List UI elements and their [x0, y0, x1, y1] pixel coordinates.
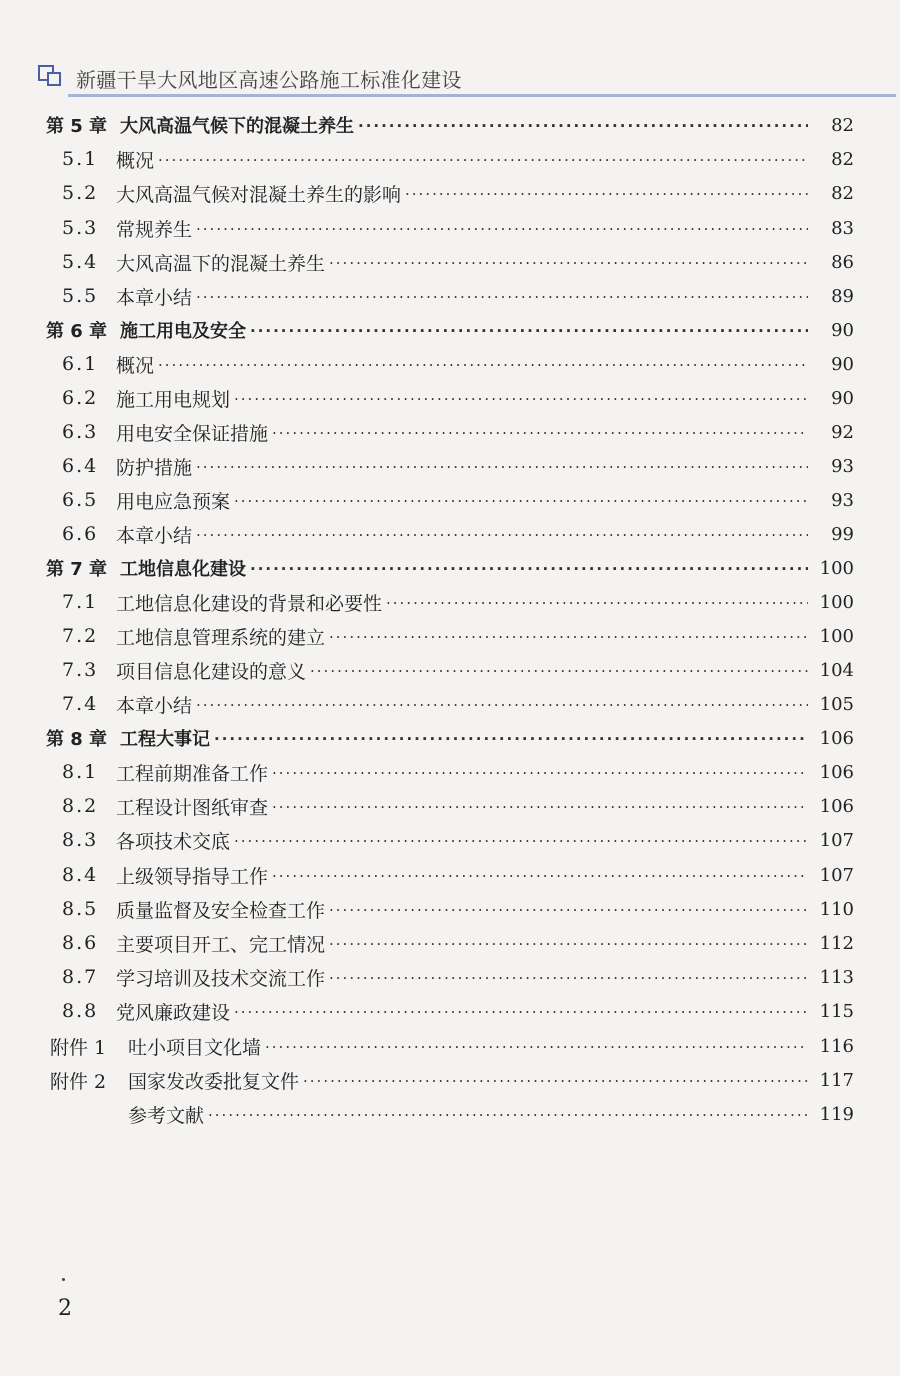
toc-leader-dots — [405, 185, 808, 203]
toc-leader-dots — [329, 628, 808, 646]
toc-entry-title: 工程设计图纸审查 — [116, 796, 269, 819]
toc-entry-number: 7.1 — [62, 591, 99, 613]
toc-leader-dots — [272, 764, 808, 782]
toc-entry-page: 100 — [819, 625, 854, 647]
toc-entry-page: 89 — [831, 285, 854, 307]
toc-entry-chapter — [0, 721, 900, 755]
toc-entry-number: 8.4 — [62, 864, 99, 886]
toc-entry-section — [0, 687, 900, 721]
toc-entry-title: 本章小结 — [116, 286, 193, 309]
toc-entry-section — [0, 415, 900, 449]
page-number: 2 — [58, 1296, 72, 1321]
toc-entry-title: 概况 — [116, 354, 155, 377]
toc-entry-number: 8.3 — [62, 829, 99, 851]
toc-leader-dots — [329, 901, 808, 919]
toc-entry-chapter — [0, 108, 900, 142]
toc-entry-chapter — [0, 551, 900, 585]
toc-entry-number: 第 5 章 — [46, 116, 108, 137]
toc-entry-section — [0, 211, 900, 245]
toc-entry-section — [0, 823, 900, 857]
toc-entry-page: 82 — [831, 148, 854, 170]
toc-entry-page: 100 — [819, 591, 854, 613]
toc-entry-section — [0, 653, 900, 687]
toc-entry-page: 100 — [819, 557, 854, 579]
toc-entry-title: 参考文献 — [128, 1104, 205, 1127]
toc-entry-title: 工地信息化建设的背景和必要性 — [116, 592, 383, 615]
toc-leader-dots — [196, 526, 808, 544]
toc-entry-page: 119 — [819, 1103, 854, 1125]
toc-entry-section — [0, 926, 900, 960]
toc-leader-dots — [329, 969, 808, 987]
toc-leader-dots — [234, 1003, 808, 1021]
toc-entry-number: 6.1 — [62, 353, 99, 375]
toc-entry-page: 92 — [831, 421, 854, 443]
toc-entry-title: 常规养生 — [116, 218, 193, 241]
toc-entry-title: 国家发改委批复文件 — [128, 1070, 300, 1093]
toc-entry-section — [0, 517, 900, 551]
toc-entry-title: 概况 — [116, 149, 155, 172]
toc-leader-dots — [358, 117, 808, 135]
toc-entry-title: 施工用电规划 — [116, 388, 231, 411]
toc-entry-title: 用电安全保证措施 — [116, 422, 269, 445]
running-header-title: 新疆干旱大风地区高速公路施工标准化建设 — [76, 68, 462, 92]
toc-entry-number: 第 8 章 — [46, 729, 108, 750]
toc-entry-page: 112 — [819, 932, 854, 954]
toc-leader-dots — [272, 798, 808, 816]
toc-leader-dots — [214, 730, 808, 748]
toc-leader-dots — [250, 322, 808, 340]
toc-entry-number: 5.5 — [62, 285, 99, 307]
toc-entry-section — [0, 858, 900, 892]
toc-entry-title: 工程前期准备工作 — [116, 762, 269, 785]
toc-leader-dots — [234, 492, 808, 510]
toc-entry-number: 附件 1 — [50, 1036, 107, 1059]
running-header — [38, 62, 858, 102]
toc-entry-page: 104 — [819, 659, 854, 681]
toc-entry-page: 90 — [831, 353, 854, 375]
header-rule — [68, 94, 896, 97]
toc-entry-appendix — [0, 1029, 900, 1063]
toc-entry-number: 附件 2 — [50, 1070, 107, 1093]
toc-entry-title: 吐小项目文化墙 — [128, 1036, 262, 1059]
toc-entry-number: 第 6 章 — [46, 321, 108, 342]
toc-entry-number: 6.6 — [62, 523, 99, 545]
toc-entry-page: 115 — [819, 1000, 854, 1022]
book-corner-icon — [38, 65, 64, 87]
toc-entry-page: 90 — [831, 319, 854, 341]
toc-entry-page: 83 — [831, 217, 854, 239]
toc-leader-dots — [196, 458, 808, 476]
toc-entry-section — [0, 483, 900, 517]
toc-leader-dots — [272, 424, 808, 442]
toc-entry-page: 107 — [819, 864, 854, 886]
toc-entry-number: 6.5 — [62, 489, 99, 511]
toc-leader-dots — [250, 560, 808, 578]
toc-entry-page: 90 — [831, 387, 854, 409]
toc-entry-title: 工地信息化建设 — [120, 559, 246, 580]
toc-leader-dots — [386, 594, 808, 612]
toc-entry-page: 99 — [831, 523, 854, 545]
toc-leader-dots — [329, 935, 808, 953]
toc-entry-number: 8.1 — [62, 761, 99, 783]
toc-entry-title: 上级领导指导工作 — [116, 865, 269, 888]
toc-entry-number: 5.4 — [62, 251, 99, 273]
toc-entry-section — [0, 789, 900, 823]
toc-entry-section — [0, 585, 900, 619]
toc-entry-number: 8.2 — [62, 795, 99, 817]
toc-entry-number: 7.3 — [62, 659, 99, 681]
toc-entry-number: 8.5 — [62, 898, 99, 920]
toc-entry-section — [0, 347, 900, 381]
toc-entry-page: 107 — [819, 829, 854, 851]
toc-entry-number: 7.2 — [62, 625, 99, 647]
toc-leader-dots — [272, 867, 808, 885]
toc-entry-number: 第 7 章 — [46, 559, 108, 580]
toc-entry-title: 大风高温气候下的混凝土养生 — [120, 116, 354, 137]
toc-entry-section — [0, 892, 900, 926]
toc-entry-title: 用电应急预案 — [116, 490, 231, 513]
toc-entry-title: 主要项目开工、完工情况 — [116, 933, 326, 956]
toc-entry-number: 5.2 — [62, 182, 99, 204]
toc-entry-appendix — [0, 1063, 900, 1097]
toc-entry-page: 106 — [819, 795, 854, 817]
toc-entry-number: 5.3 — [62, 217, 99, 239]
toc-entry-number: 6.2 — [62, 387, 99, 409]
toc-leader-dots — [234, 390, 808, 408]
toc-entry-page: 117 — [819, 1069, 854, 1091]
toc-entry-chapter — [0, 313, 900, 347]
toc-entry-title: 大风高温气候对混凝土养生的影响 — [116, 183, 402, 206]
toc-entry-number: 8.7 — [62, 966, 99, 988]
toc-entry-number: 7.4 — [62, 693, 99, 715]
toc-entry-title: 工程大事记 — [120, 729, 210, 750]
toc-leader-dots — [303, 1072, 808, 1090]
toc-leader-dots — [196, 220, 808, 238]
toc-entry-page: 106 — [819, 761, 854, 783]
toc-entry-section — [0, 279, 900, 313]
toc-leader-dots — [234, 832, 808, 850]
toc-entry-title: 本章小结 — [116, 524, 193, 547]
toc-entry-page: 110 — [819, 898, 854, 920]
toc-entry-page: 82 — [831, 114, 854, 136]
toc-leader-dots — [158, 151, 808, 169]
toc-leader-dots — [208, 1106, 808, 1124]
toc-entry-section — [0, 994, 900, 1028]
page-mark — [62, 1278, 65, 1281]
toc-leader-dots — [310, 662, 808, 680]
toc-entry-title: 各项技术交底 — [116, 830, 231, 853]
toc-entry-page: 113 — [819, 966, 854, 988]
toc-entry-number: 6.3 — [62, 421, 99, 443]
toc-entry-section — [0, 755, 900, 789]
toc-leader-dots — [196, 696, 808, 714]
toc-entry-page: 86 — [831, 251, 854, 273]
toc-entry-page: 82 — [831, 182, 854, 204]
toc-entry-title: 施工用电及安全 — [120, 321, 246, 342]
toc-entry-title: 防护措施 — [116, 456, 193, 479]
toc-entry-section — [0, 619, 900, 653]
toc-leader-dots — [265, 1038, 808, 1056]
toc-entry-number: 8.8 — [62, 1000, 99, 1022]
toc-entry-appendix — [0, 1097, 900, 1131]
toc-entry-number: 8.6 — [62, 932, 99, 954]
toc-entry-page: 93 — [831, 455, 854, 477]
toc-entry-number: 6.4 — [62, 455, 99, 477]
toc-entry-section — [0, 381, 900, 415]
toc-entry-section — [0, 142, 900, 176]
toc-entry-title: 学习培训及技术交流工作 — [116, 967, 326, 990]
toc-entry-title: 质量监督及安全检查工作 — [116, 899, 326, 922]
toc-entry-title: 党风廉政建设 — [116, 1001, 231, 1024]
toc-entry-number: 5.1 — [62, 148, 99, 170]
toc-entry-title: 本章小结 — [116, 694, 193, 717]
toc-entry-page: 105 — [819, 693, 854, 715]
toc-leader-dots — [196, 288, 808, 306]
toc-leader-dots — [158, 356, 808, 374]
toc-entry-section — [0, 176, 900, 210]
toc-entry-page: 106 — [819, 727, 854, 749]
toc-entry-title: 项目信息化建设的意义 — [116, 660, 307, 683]
toc-entry-title: 大风高温下的混凝土养生 — [116, 252, 326, 275]
toc-entry-section — [0, 245, 900, 279]
toc-entry-title: 工地信息管理系统的建立 — [116, 626, 326, 649]
toc-leader-dots — [329, 254, 808, 272]
toc-entry-section — [0, 960, 900, 994]
toc-entry-page: 93 — [831, 489, 854, 511]
toc-entry-page: 116 — [819, 1035, 854, 1057]
toc-entry-section — [0, 449, 900, 483]
